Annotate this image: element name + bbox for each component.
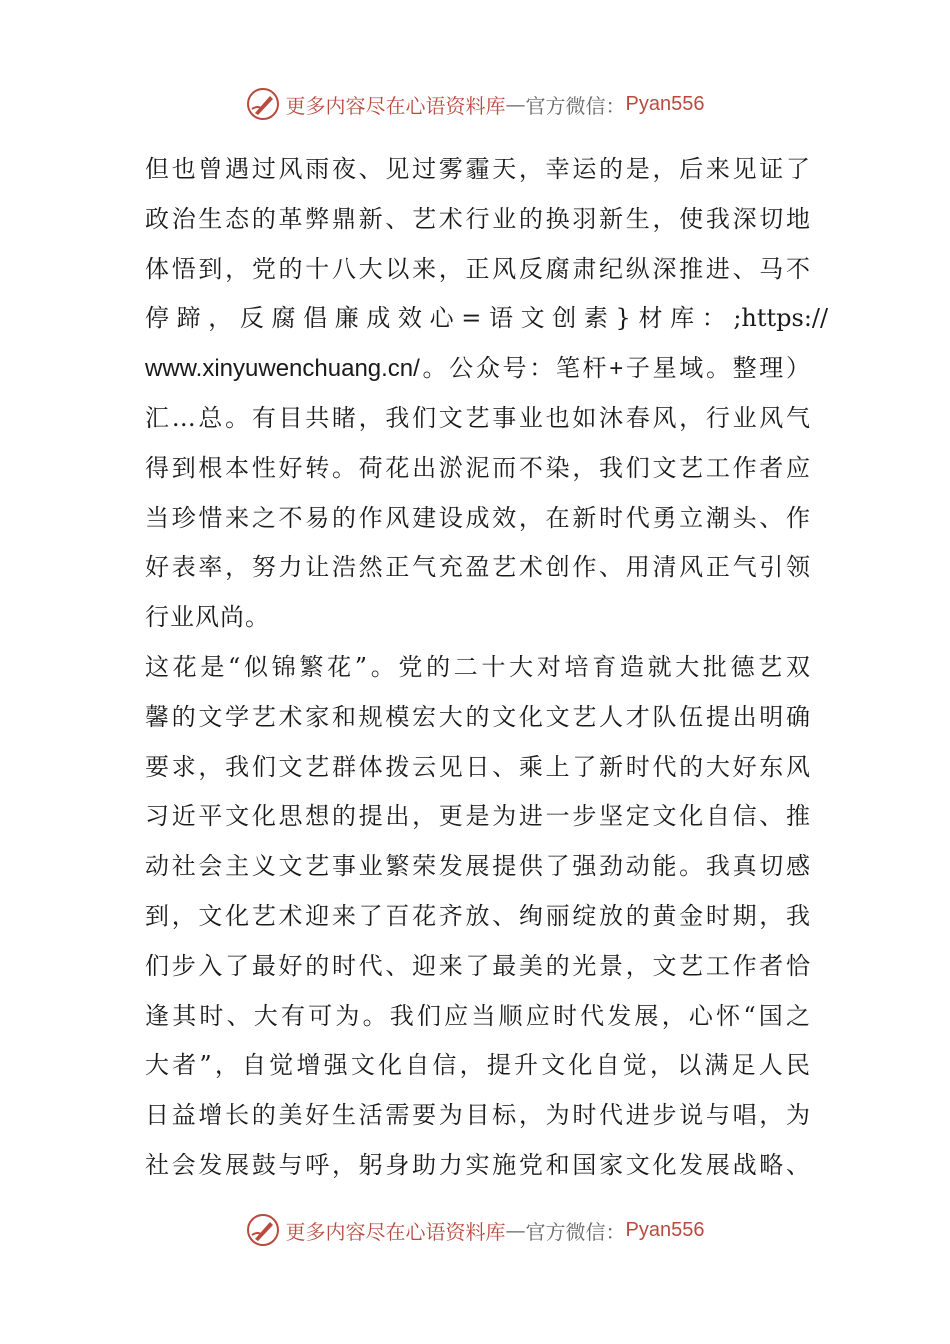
text-line: 停 蹄 ， 反 腐 倡 廉 成 效 心 = 语 文 创 素 } 材 库 ： ;https:// <box>145 304 829 333</box>
text-line: 汇…总。有目共睹，我们文艺事业也如沐春风，行业风气 <box>145 403 810 432</box>
pen-logo-icon <box>246 87 280 121</box>
text-line: 馨的文学艺术家和规模宏大的文化文艺人才队伍提出明确 <box>145 702 810 731</box>
text-line: 日益增长的美好生活需要为目标，为时代进步说与唱，为 <box>145 1101 810 1130</box>
banner-text: 更多内容尽在心语资料库 <box>285 1219 506 1244</box>
banner-text: 更多内容尽在心语资料库 <box>285 93 506 118</box>
text-line: 体悟到，党的十八大以来，正风反腐肃纪纵深推进、马不 <box>145 254 810 283</box>
text-line: 动社会主义文艺事业繁荣发展提供了强劲动能。我真切感 <box>145 852 810 881</box>
text-line: 要求，我们文艺群体拨云见日、乘上了新时代的大好东风 <box>145 752 810 781</box>
text-line: 好表率，努力让浩然正气充盈艺术创作、用清风正气引领 <box>145 553 810 582</box>
text-line: 但也曾遇过风雨夜、见过雾霾天，幸运的是，后来见证了 <box>145 155 810 183</box>
text-line: 社会发展鼓与呼，躬身助力实施党和国家文化发展战略、 <box>145 1150 810 1179</box>
header-banner <box>0 84 950 124</box>
text-line: 逢其时、大有可为。我们应当顺应时代发展，心怀“国之 <box>145 1001 810 1030</box>
text-line: www.xinyuwenchuang.cn/。公众号：笔杆+子星域。整理） <box>145 355 810 383</box>
document-body <box>145 145 829 1191</box>
text-line: 大者”，自觉增强文化自信，提升文化自觉，以满足人民 <box>145 1051 810 1080</box>
banner-separator: — <box>505 92 526 116</box>
text-line: 行业风尚。 <box>145 603 270 632</box>
text-line: 习近平文化思想的提出，更是为进一步坚定文化自信、推 <box>145 802 810 831</box>
text-line: 们步入了最好的时代、迎来了最美的光景，文艺工作者恰 <box>145 951 810 980</box>
text-line: 到，文化艺术迎来了百花齐放、绚丽绽放的黄金时期，我 <box>145 901 810 930</box>
text-line: 这花是“似锦繁花”。党的二十大对培育造就大批德艺双 <box>145 652 810 681</box>
wechat-label: 官方微信： <box>525 1219 626 1244</box>
text-line: 政治生态的革弊鼎新、艺术行业的换羽新生，使我深切地 <box>145 204 810 233</box>
wechat-id: Pyan556 <box>625 92 705 115</box>
banner-separator: — <box>505 1218 526 1242</box>
text-line: 得到根本性好转。荷花出淤泥而不染，我们文艺工作者应 <box>145 453 810 482</box>
text-line: 当珍惜来之不易的作风建设成效，在新时代勇立潮头、作 <box>145 503 810 532</box>
footer-banner <box>0 1210 950 1250</box>
pen-logo-icon <box>246 1213 280 1247</box>
wechat-label: 官方微信： <box>525 93 626 118</box>
wechat-id: Pyan556 <box>625 1218 705 1241</box>
